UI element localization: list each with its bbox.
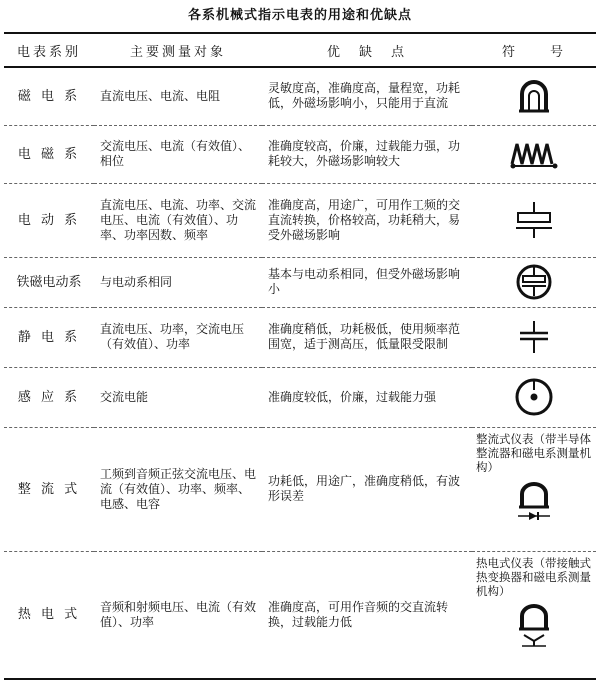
header-object: 主要测量对象 bbox=[94, 33, 262, 67]
object-cell: 交流电能 bbox=[94, 367, 262, 427]
header-symbol: 符 号 bbox=[472, 33, 596, 67]
symbol-cell bbox=[472, 257, 596, 307]
pros-cons-cell: 灵敏度高，准确度高，量程宽，功耗低，外磁场影响小，只能用于直流 bbox=[262, 67, 472, 125]
pros-cons-cell: 基本与电动系相同，但受外磁场影响小 bbox=[262, 257, 472, 307]
system-cell: 热 电 式 bbox=[4, 551, 94, 679]
table-row bbox=[4, 551, 596, 679]
object-cell: 直流电压、电流、电阻 bbox=[94, 67, 262, 125]
pros-cons-cell: 准确度较低，价廉，过载能力强 bbox=[262, 367, 472, 427]
symbol-cell bbox=[472, 551, 596, 679]
system-cell: 感 应 系 bbox=[4, 367, 94, 427]
symbol-cell bbox=[472, 427, 596, 551]
pros-cons-cell: 准确度较高，价廉，过载能力强，功耗较大，外磁场影响较大 bbox=[262, 125, 472, 183]
dynamometer-icon bbox=[512, 200, 556, 240]
object-cell: 交流电压、电流（有效值）、相位 bbox=[94, 125, 262, 183]
symbol-description: 热电式仪表（带接触式热变换器和磁电系测量机构） bbox=[476, 555, 591, 598]
header-row bbox=[4, 33, 596, 67]
pros-cons-cell: 准确度稍低，功耗极低，使用频率范围宽，适于测高压，低量限受限制 bbox=[262, 307, 472, 367]
ferrodynamic-icon bbox=[514, 262, 554, 302]
horseshoe-magnet-icon bbox=[514, 76, 554, 116]
table-row bbox=[4, 257, 596, 307]
symbol-cell bbox=[472, 367, 596, 427]
table-row bbox=[4, 125, 596, 183]
symbol-cell bbox=[472, 307, 596, 367]
system-cell: 电 动 系 bbox=[4, 183, 94, 257]
pros-cons-cell: 准确度高，用途广，可用作工频的交直流转换，价格较高，功耗稍大，易受外磁场影响 bbox=[262, 183, 472, 257]
table-row bbox=[4, 307, 596, 367]
header-pros-cons: 优 缺 点 bbox=[262, 33, 472, 67]
table-row bbox=[4, 367, 596, 427]
object-cell: 直流电压、功率，交流电压（有效值）、功率 bbox=[94, 307, 262, 367]
thermocouple-icon bbox=[512, 604, 556, 648]
symbol-cell bbox=[472, 183, 596, 257]
system-cell: 磁 电 系 bbox=[4, 67, 94, 125]
induction-icon bbox=[513, 376, 555, 418]
symbol-description: 整流式仪表（带半导体整流器和磁电系测量机构） bbox=[476, 431, 591, 474]
object-cell: 音频和射频电压、电流（有效值）、功率 bbox=[94, 551, 262, 679]
system-cell: 铁磁电动系 bbox=[4, 257, 94, 307]
meter-table bbox=[4, 32, 596, 680]
header-system: 电表系别 bbox=[4, 33, 94, 67]
pros-cons-cell: 功耗低，用途广，准确度稍低，有波形误差 bbox=[262, 427, 472, 551]
table-row bbox=[4, 427, 596, 551]
object-cell: 与电动系相同 bbox=[94, 257, 262, 307]
system-cell: 静 电 系 bbox=[4, 307, 94, 367]
table-row bbox=[4, 183, 596, 257]
coil-zigzag-icon bbox=[509, 136, 559, 172]
table-row bbox=[4, 67, 596, 125]
symbol-cell bbox=[472, 125, 596, 183]
symbol-cell bbox=[472, 67, 596, 125]
rectifier-icon bbox=[512, 480, 556, 522]
system-cell: 电 磁 系 bbox=[4, 125, 94, 183]
system-cell: 整 流 式 bbox=[4, 427, 94, 551]
object-cell: 工频到音频正弦交流电压、电流（有效值）、功率、频率、电感、电容 bbox=[94, 427, 262, 551]
electrostatic-icon bbox=[514, 319, 554, 355]
pros-cons-cell: 准确度高，可用作音频的交直流转换，过载能力低 bbox=[262, 551, 472, 679]
table-title: 各系机械式指示电表的用途和优缺点 bbox=[187, 8, 412, 23]
object-cell: 直流电压、电流、功率、交流电压、电流（有效值）、功率、功率因数、频率 bbox=[94, 183, 262, 257]
